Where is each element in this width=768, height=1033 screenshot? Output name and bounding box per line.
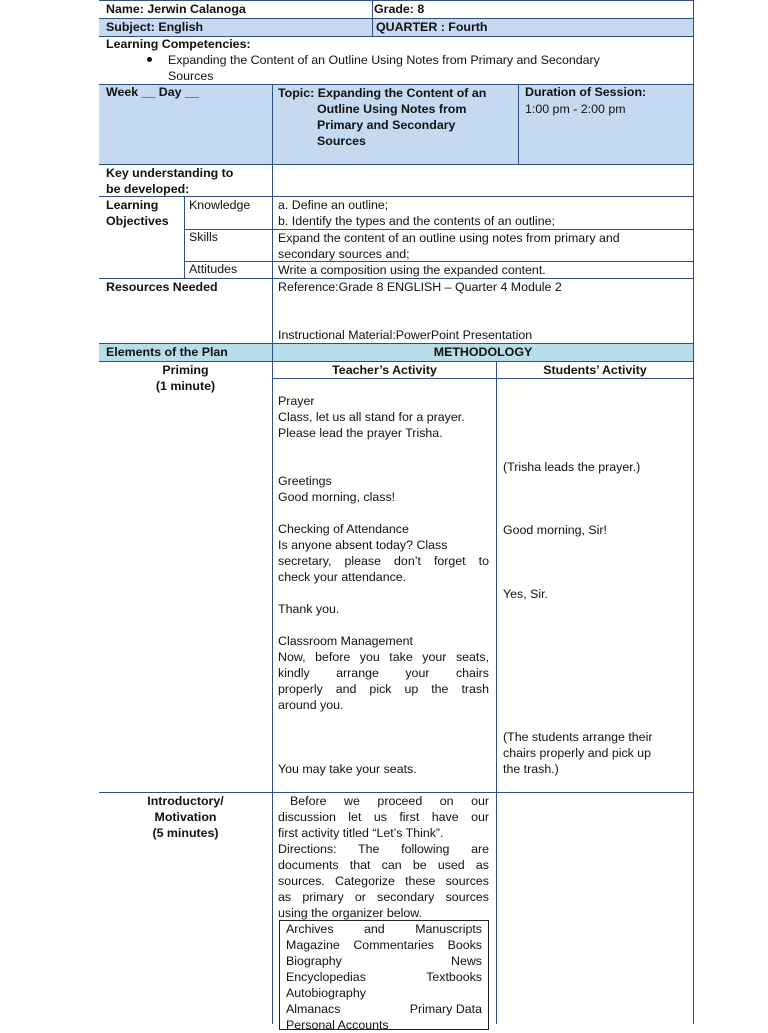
- intro-line-5: documents that can be used as: [278, 858, 489, 872]
- priming-duration: (1 minute): [155, 379, 216, 393]
- objectives-label-1: Learning: [106, 198, 159, 212]
- students-activity-label: Students’ Activity: [543, 363, 647, 377]
- key-understanding-line-1: Key understanding to: [106, 166, 234, 180]
- topic-line-3: Primary and Secondary: [317, 118, 456, 132]
- intro-line-1: Before we proceed on our: [290, 794, 489, 808]
- teachers-activity-label: Teacher’s Activity: [332, 363, 437, 377]
- resources-label: Resources Needed: [106, 280, 218, 294]
- student-name: Name: Jerwin Calanoga: [106, 2, 246, 16]
- management-line-4: around you.: [278, 698, 344, 712]
- student-prayer: (Trisha leads the prayer.): [503, 460, 641, 474]
- intro-line-3: first activity titled “Let’s Think”.: [278, 826, 444, 840]
- source-organizer: [279, 920, 489, 1030]
- resources-reference: Reference:Grade 8 ENGLISH – Quarter 4 Module 2: [278, 280, 562, 294]
- duration-value: 1:00 pm - 2:00 pm: [525, 102, 626, 116]
- intro-label-3: (5 minutes): [152, 826, 219, 840]
- learning-competencies-label: Learning Competencies:: [106, 37, 251, 51]
- intro-label-2: Motivation: [154, 810, 217, 824]
- objectives-label-2: Objectives: [106, 214, 169, 228]
- knowledge-line-1: a. Define an outline;: [278, 198, 389, 212]
- skills-line-2: secondary sources and;: [278, 247, 410, 261]
- attendance-line-2: secretary, please don’t forget to: [278, 554, 489, 568]
- organizer-row: Encyclopedias Textbooks: [286, 970, 482, 984]
- management-line-1: Now, before you take your seats,: [278, 650, 489, 664]
- organizer-row: Autobiography: [286, 986, 366, 1000]
- week-day: Week __ Day __: [106, 85, 199, 99]
- skills-label: Skills: [189, 230, 218, 244]
- knowledge-label: Knowledge: [189, 198, 251, 212]
- intro-label-1: Introductory/: [147, 794, 224, 808]
- topic-line-2: Outline Using Notes from: [317, 102, 467, 116]
- management-line-3: properly and pick up the trash: [278, 682, 489, 696]
- intro-line-4: Directions: The following are: [278, 842, 489, 856]
- competency-item-continued: Sources: [168, 69, 214, 83]
- intro-line-2: discussion let us first have our: [278, 810, 489, 824]
- prayer-title: Prayer: [278, 394, 315, 408]
- prayer-line-2: Please lead the prayer Trisha.: [278, 426, 443, 440]
- intro-line-8: using the organizer below.: [278, 906, 422, 920]
- organizer-row: Almanacs Primary Data: [286, 1002, 482, 1016]
- attendance-line-3: check your attendance.: [278, 570, 407, 584]
- knowledge-line-2: b. Identify the types and the contents of an outline;: [278, 214, 555, 228]
- management-title: Classroom Management: [278, 634, 413, 648]
- organizer-row: Magazine Commentaries Books: [286, 938, 482, 952]
- attendance-line-1: Is anyone absent today? Class: [278, 538, 448, 552]
- quarter: QUARTER : Fourth: [376, 20, 488, 34]
- methodology-label: METHODOLOGY: [433, 345, 533, 359]
- priming-label: Priming: [162, 363, 209, 377]
- student-arrange-line-2: chairs properly and pick up: [503, 746, 652, 760]
- competency-item: Expanding the Content of an Outline Using Notes from Primary and Secondary: [168, 53, 600, 67]
- elements-of-plan-label: Elements of the Plan: [106, 345, 228, 359]
- grade-level: Grade: 8: [374, 2, 425, 16]
- subject: Subject: English: [106, 20, 204, 34]
- organizer-row: Personal Accounts: [286, 1018, 389, 1032]
- prayer-line-1: Class, let us all stand for a prayer.: [278, 410, 465, 424]
- skills-line-1: Expand the content of an outline using notes from primary and: [278, 231, 620, 245]
- key-understanding-line-2: be developed:: [106, 182, 190, 196]
- attendance-title: Checking of Attendance: [278, 522, 409, 536]
- attitudes-label: Attitudes: [189, 262, 238, 276]
- topic-line-4: Sources: [317, 134, 366, 148]
- resources-material: Instructional Material:PowerPoint Presentation: [278, 328, 533, 342]
- management-line-2: kindly arrange your chairs: [278, 666, 489, 680]
- greetings-title: Greetings: [278, 474, 332, 488]
- student-arrange-line-3: the trash.): [503, 762, 559, 776]
- intro-line-7: as primary or secondary sources: [278, 890, 489, 904]
- student-greeting: Good morning, Sir!: [503, 523, 607, 537]
- organizer-row: Biography News: [286, 954, 482, 968]
- topic-line-1: Topic: Expanding the Content of an: [278, 86, 487, 100]
- greetings-line: Good morning, class!: [278, 490, 396, 504]
- bullet-icon: [147, 57, 152, 62]
- duration-label: Duration of Session:: [525, 85, 647, 99]
- thank-you: Thank you.: [278, 602, 340, 616]
- organizer-row: Archives and Manuscripts: [286, 922, 482, 936]
- student-yes: Yes, Sir.: [503, 587, 548, 601]
- intro-line-6: sources. Categorize these sources: [278, 874, 489, 888]
- take-seats: You may take your seats.: [278, 762, 417, 776]
- student-arrange-line-1: (The students arrange their: [503, 730, 653, 744]
- attitudes-text: Write a composition using the expanded content.: [278, 263, 546, 277]
